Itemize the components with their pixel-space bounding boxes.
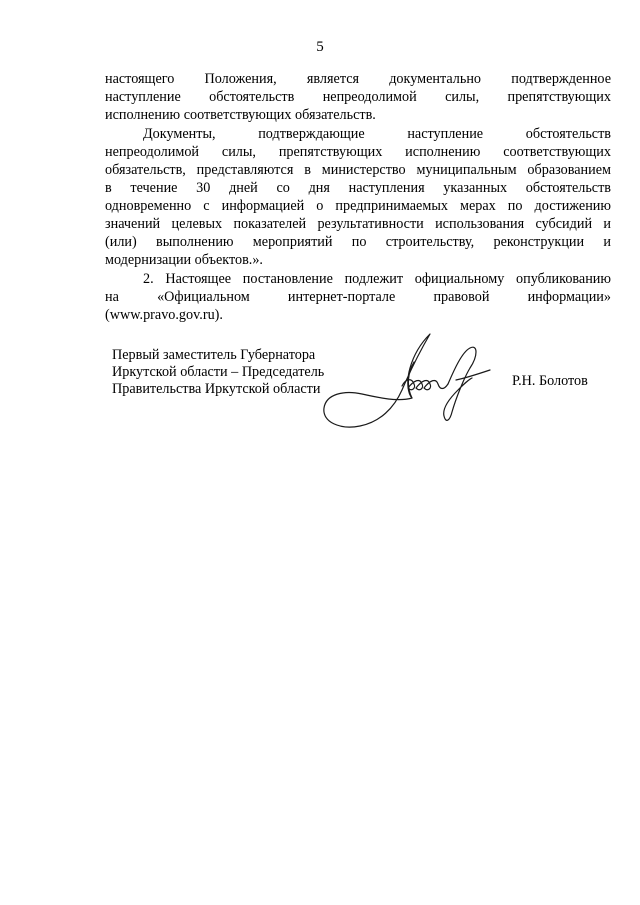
position-line: Иркутской области – Председатель <box>112 364 325 380</box>
text-line: 2. Настоящее постановление подлежит официальному опубликованию <box>143 271 611 287</box>
page-number: 5 <box>316 39 324 55</box>
paragraph-continuation <box>105 70 611 124</box>
text-line: (или) выполнению мероприятий по строительству, реконструкции и <box>105 234 611 250</box>
signer-name: Р.Н. Болотов <box>512 373 588 389</box>
text-line: непреодолимой силы, препятствующих исполнению соответствующих <box>105 144 611 160</box>
text-line: наступление обстоятельств непреодолимой силы, препятствующих <box>105 89 611 105</box>
position-line: Первый заместитель Губернатора <box>112 347 316 363</box>
text-line: одновременно с информацией о предпринимаемых мерах по достижению <box>105 198 611 214</box>
text-line: модернизации объектов.». <box>105 252 263 268</box>
text-line: исполнению соответствующих обязательств. <box>105 107 376 123</box>
text-line: обязательств, представляются в министерство муниципальным образованием <box>105 162 611 178</box>
paragraph-publication <box>105 270 611 324</box>
text-line: в течение 30 дней со дня наступления указанных обстоятельств <box>105 180 611 196</box>
text-line: (www.pravo.gov.ru). <box>105 307 223 323</box>
position-line: Правительства Иркутской области <box>112 381 321 397</box>
text-line: настоящего Положения, является документально подтвержденное <box>105 71 611 87</box>
text-line: значений целевых показателей результативности использования субсидий и <box>105 216 611 232</box>
handwritten-signature-image <box>318 328 498 438</box>
paragraph-documents <box>105 125 611 269</box>
text-line: на «Официальном интернет-портале правовой информации» <box>105 289 611 305</box>
signatory-position <box>112 347 324 398</box>
text-line: Документы, подтверждающие наступление обстоятельств <box>143 126 611 142</box>
